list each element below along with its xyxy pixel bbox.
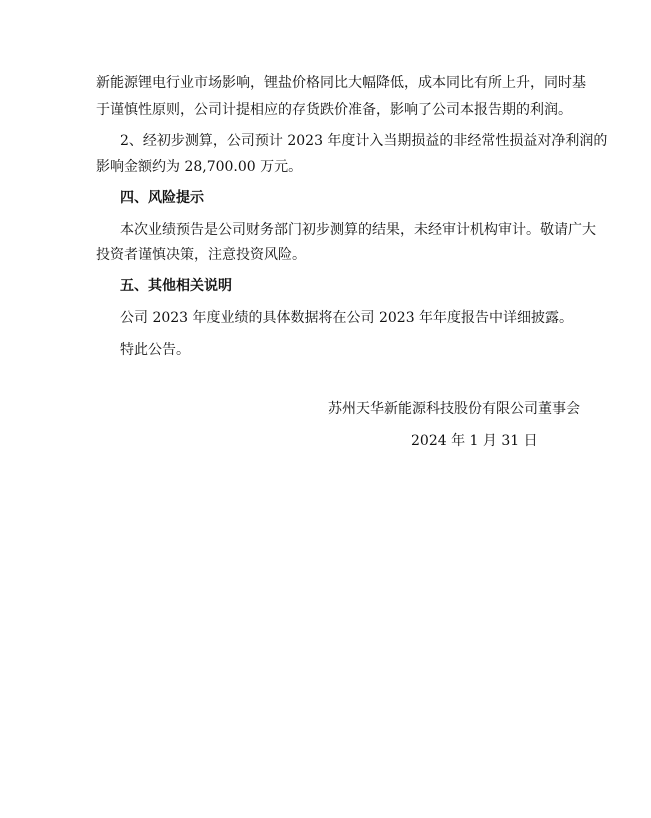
section-4-line-2: 投资者谨慎决策，注意投资风险。 [96, 247, 306, 263]
section-4-line-1: 本次业绩预告是公司财务部门初步测算的结果，未经审计机构审计。敬请广大 [120, 222, 596, 238]
paragraph-1-line-1: 新能源锂电行业市场影响，锂盐价格同比大幅降低，成本同比有所上升，同时基 [96, 75, 586, 91]
section-5-heading: 五、其他相关说明 [120, 278, 232, 294]
section-4-heading: 四、风险提示 [120, 190, 204, 206]
section-5-line-1: 公司 2023 年度业绩的具体数据将在公司 2023 年年度报告中详细披露。 [120, 310, 574, 326]
paragraph-2-line-2: 影响金额约为 28,700.00 万元。 [96, 159, 303, 175]
paragraph-1-line-2: 于谨慎性原则，公司计提相应的存货跌价准备，影响了公司本报告期的利润。 [96, 102, 572, 118]
closing-statement: 特此公告。 [120, 342, 190, 358]
signature-date: 2024 年 1 月 31 日 [411, 433, 538, 449]
paragraph-2-line-1: 2、经初步测算，公司预计 2023 年度计入当期损益的非经常性损益对净利润的 [120, 133, 608, 149]
signature-company: 苏州天华新能源科技股份有限公司董事会 [328, 401, 580, 417]
